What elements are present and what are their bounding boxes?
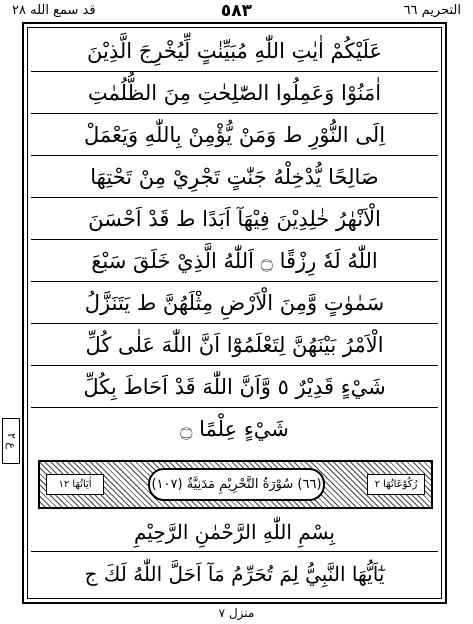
basmala: بِسْمِ اللّٰهِ الرَّحْمٰنِ الرَّحِيْمِ — [31, 512, 438, 552]
verse-line: الْاَمْرُ بَيْنَهُنَّ لِتَعْلَمُوْٓا اَنَّ اللّٰهَ عَلٰى كُلِّ — [31, 324, 438, 366]
verse-line: شَيْءٍ عِلْمًا ۝ — [180, 417, 289, 441]
ayat-count-label: اٰيَاتُهَا ١٢ — [46, 474, 104, 495]
verse-line: سَمٰوٰتٍ وَّمِنَ الْاَرْضِ مِثْلَهُنَّ ط يَتَنَزَّلُ — [31, 282, 438, 324]
ruku-count-label: رُكُوْعَاتُهَا ٢ — [367, 474, 425, 495]
verse-line: عَلَيْكُمْ اٰيٰتِ اللّٰهِ مُبَيِّنٰتٍ لِّيُخْرِجَ الَّذِيْنَ — [31, 30, 438, 72]
ruku-side-marker: ع ٢ — [2, 418, 20, 464]
verse-line: صَالِحًا يُّدْخِلْهُ جَنّٰتٍ تَجْرِيْ مِنْ تَحْتِهَا — [31, 156, 438, 198]
verse-line: اللّٰهُ لَهٗ رِزْقًا ۝ اَللّٰهُ الَّذِيْ خَلَقَ سَبْعَ — [31, 240, 438, 282]
verse-line: يٰٓاَيُّهَا النَّبِيُّ لِمَ تُحَرِّمُ مَآ اَحَلَّ اللّٰهُ لَكَ ج — [84, 562, 385, 586]
verse-line: الْاَنْهٰرُ خٰلِدِيْنَ فِيْهَآ اَبَدًا ط قَدْ اَحْسَنَ — [31, 198, 438, 240]
verse-line: اٰمَنُوْا وَعَمِلُوا الصّٰلِحٰتِ مِنَ الظُّلُمٰتِ — [31, 72, 438, 114]
verse-line: شَيْءٍ قَدِيْرٌ ٥ وَّاَنَّ اللّٰهَ قَدْ اَحَاطَ بِكُلِّ — [31, 366, 438, 408]
verse-line: اِلَى النُّوْرِ ط وَمَنْ يُّؤْمِنْ بِاللّٰهِ وَيَعْمَلْ — [31, 114, 438, 156]
page-number: ٥٨٣ — [220, 1, 253, 21]
surah-title: (٦٦) سُوْرَةُ التَّحْرِيْمِ مَدَنِيَّةٌ (١٠٧) — [148, 468, 325, 501]
surah-name: التحريم ٦٦ — [403, 3, 461, 18]
juz-name: قد سمع الله ٢٨ — [12, 3, 96, 18]
manzil-footer: منزل ٧ — [218, 606, 255, 620]
surah-header-band — [38, 460, 433, 509]
